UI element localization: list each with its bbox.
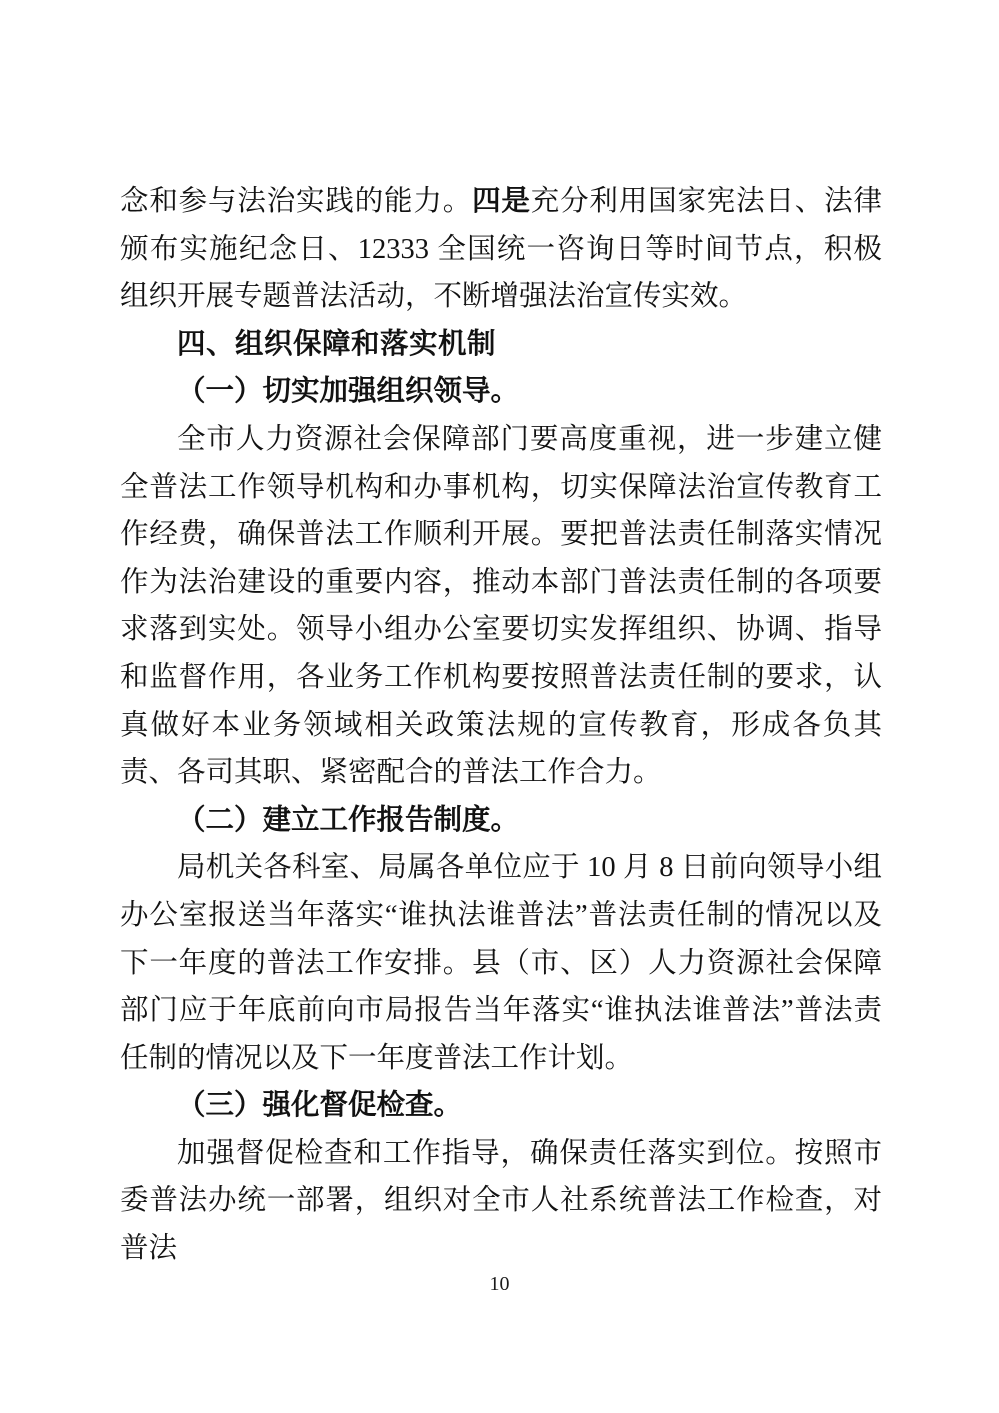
subsection-1-heading: （一）切实加强组织领导。: [177, 376, 520, 408]
subsection-3-paragraph: 加强督促检查和工作指导，确保责任落实到位。按照市委普法办统一部署，组织对全市人社系统普法工作检查，对普法: [120, 1137, 882, 1265]
document-body: [120, 178, 882, 1273]
page-number: 10: [489, 1273, 510, 1295]
subsection-2-paragraph: 局机关各科室、局属各单位应于 10 月 8 日前向领导小组办公室报送当年落实“谁执法谁普法”普法责任制的情况以及下一年度的普法工作安排。县（市、区）人力资源社会保障部门应于年底前向市局报告当年落实“谁执法谁普法”普法责任制的情况以及下一年度普法工作计划。: [120, 852, 882, 1074]
subsection-2-heading: （二）建立工作报告制度。: [177, 804, 520, 836]
paragraph-text: 充分利用国家宪法日、法律颁布实施纪念日、12333 全国统一咨询日等时间节点，积极组织开展专题普法活动，不断增强法治宣传实效。: [120, 186, 882, 313]
section-4-heading: 四、组织保障和落实机制: [177, 328, 497, 360]
continuation-paragraph: [120, 178, 882, 321]
bold-run: 四是: [472, 186, 531, 217]
paragraph-text: 念和参与法治实践的能力。: [120, 186, 473, 217]
subsection-1-paragraph: 全市人力资源社会保障部门要高度重视，进一步建立健全普法工作领导机构和办事机构，切实保障法治宣传教育工作经费，确保普法工作顺利开展。要把普法责任制落实情况作为法治建设的重要内容，推动本部门普法责任制的各项要求落到实处。领导小组办公室要切实发挥组织、协调、指导和监督作用，各业务工作机构要按照普法责任制的要求，认真做好本业务领域相关政策法规的宣传教育，形成各负其责、各司其职、紧密配合的普法工作合力。: [120, 423, 882, 789]
subsection-3-heading: （三）强化督促检查。: [177, 1090, 463, 1122]
